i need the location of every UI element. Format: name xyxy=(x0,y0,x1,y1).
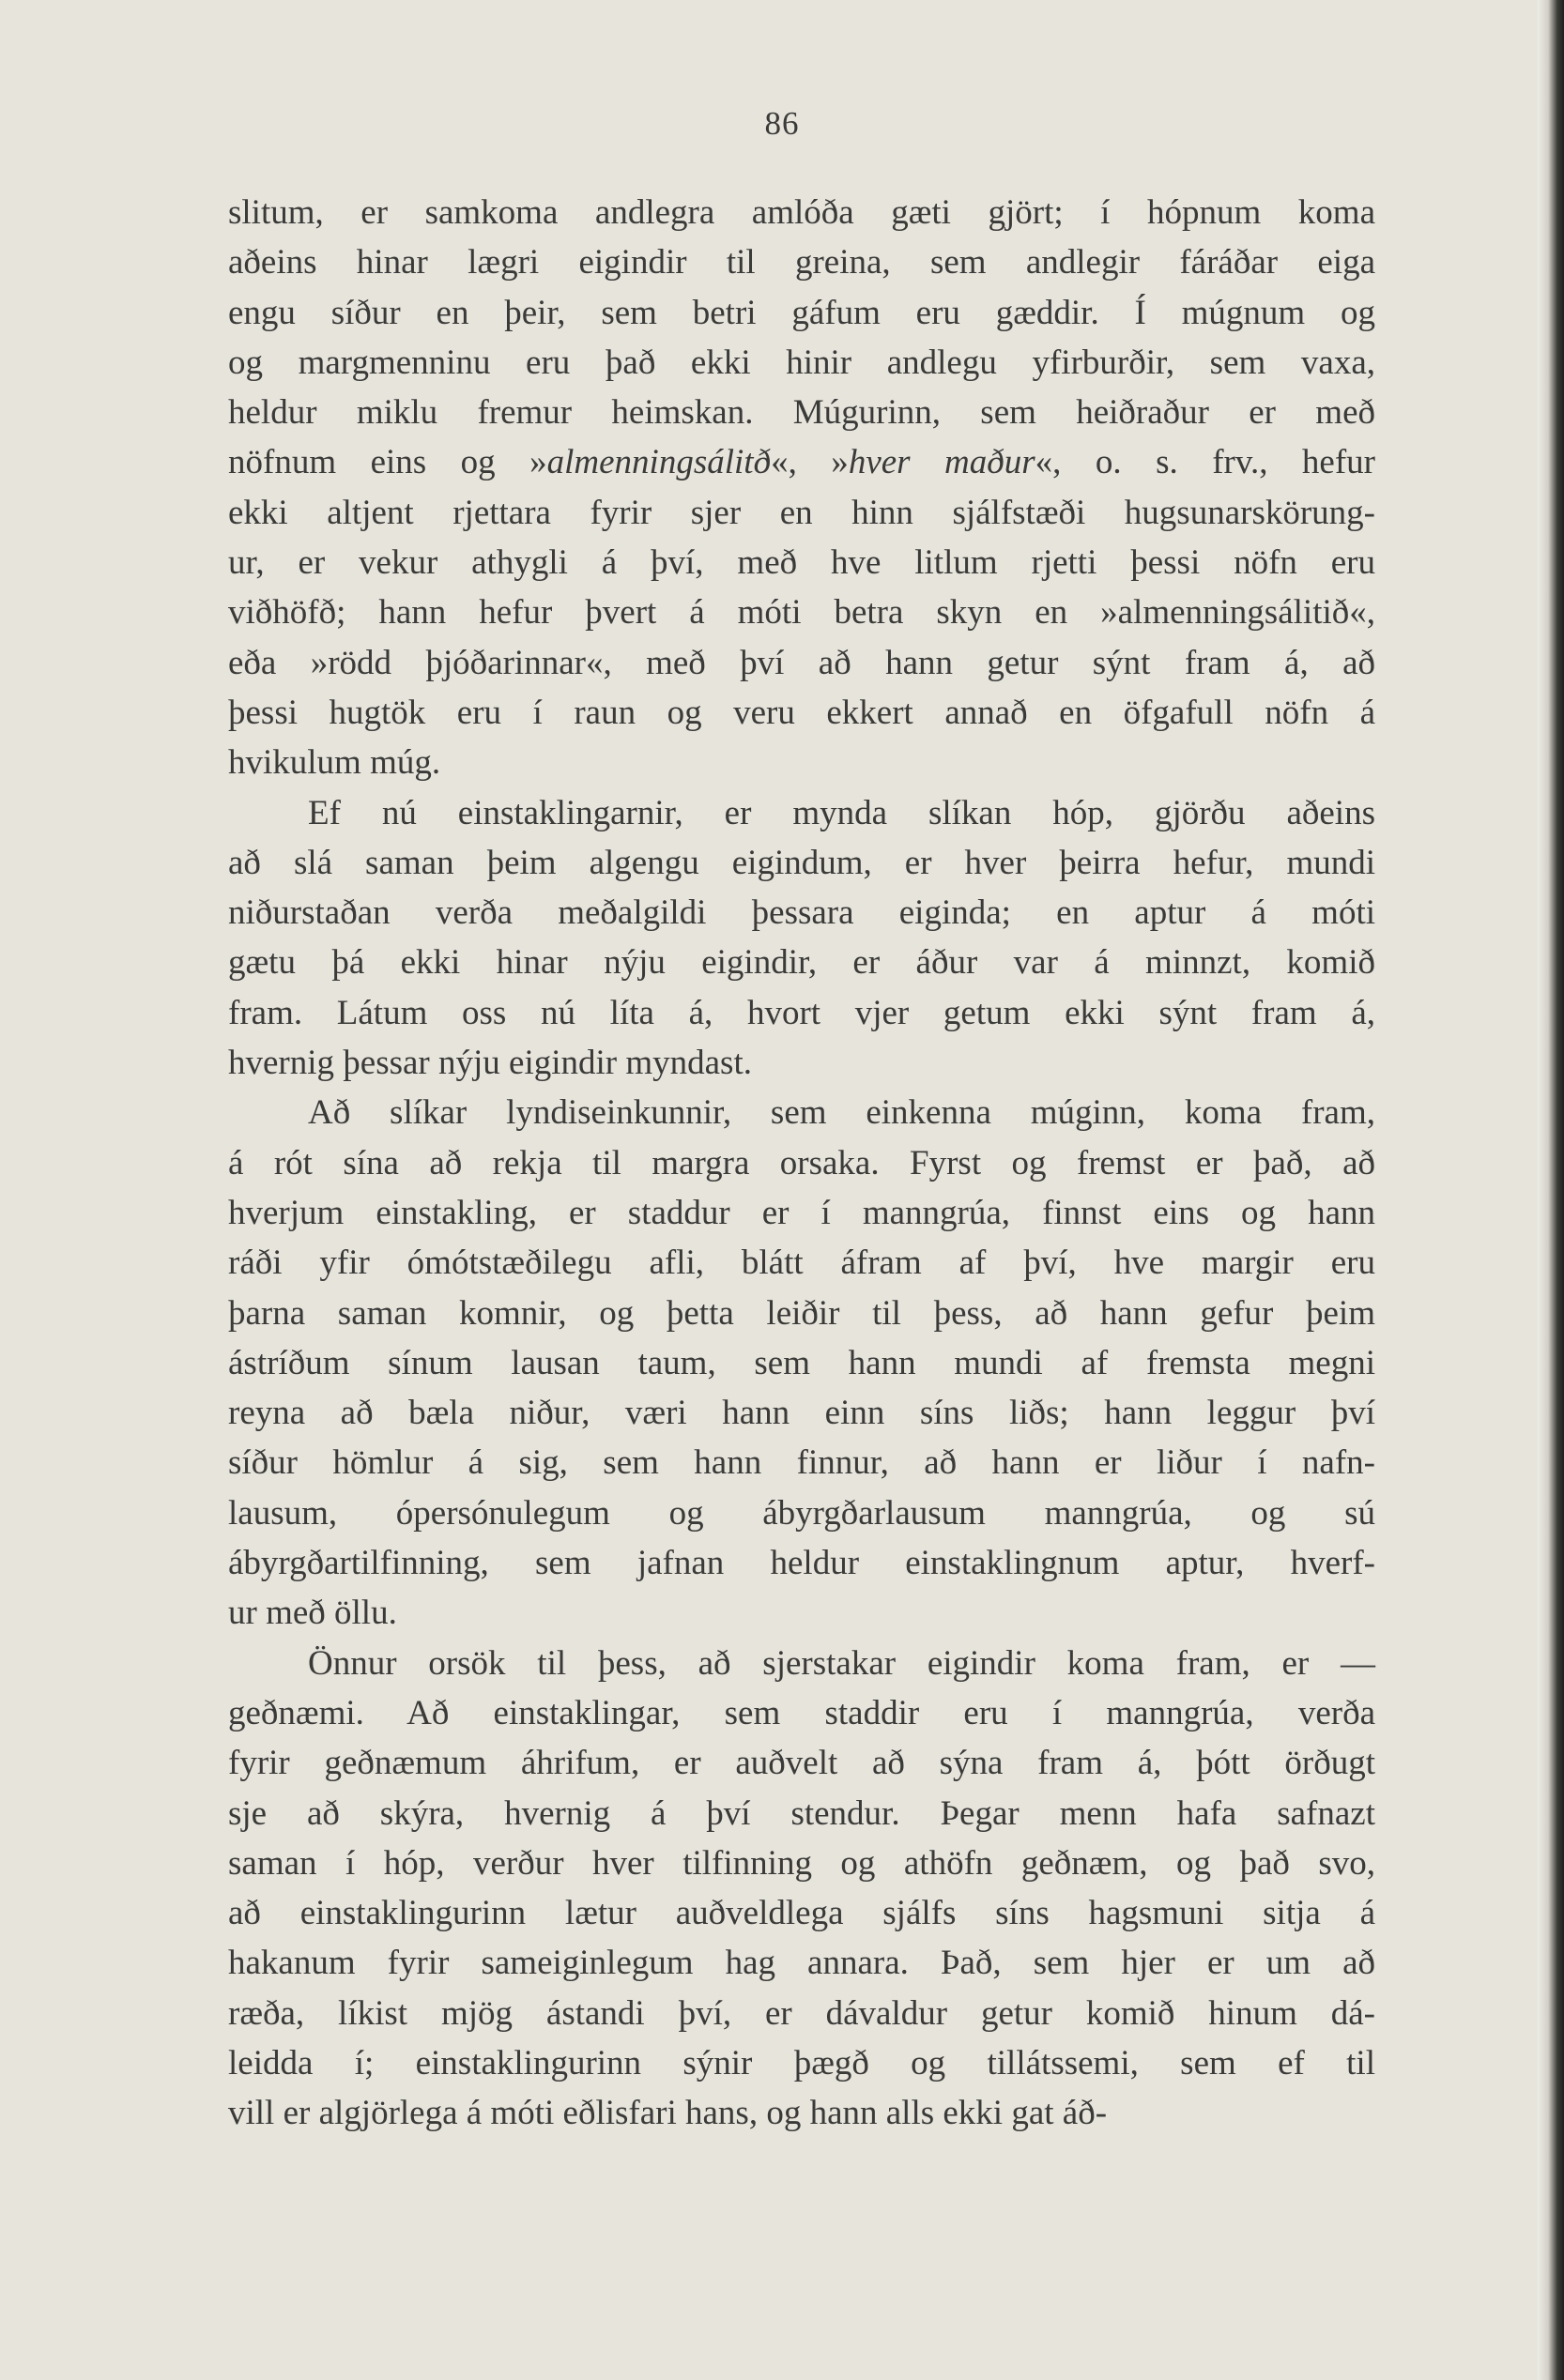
text-line: Önnur orsök til þess, að sjerstakar eigindir koma fram, er — xyxy=(308,1643,1375,1683)
text-line: hvikulum múg. xyxy=(228,743,441,783)
text-line: fram. Látum oss nú líta á, hvort vjer getum ekki sýnt fram á, xyxy=(228,993,1375,1032)
text-line: ráði yfir ómótstæðilegu afli, blátt áfram af því, hve margir eru xyxy=(228,1243,1375,1283)
text-line: hverjum einstakling, er staddur er í manngrúa, finnst eins og hann xyxy=(228,1193,1375,1232)
text-line: ekki altjent rjettara fyrir sjer en hinn sjálfstæði hugsunarskörung- xyxy=(228,493,1375,532)
text-line xyxy=(228,437,1375,487)
paragraph xyxy=(228,188,1375,788)
text-line: að slá saman þeim algengu eigindum, er hver þeirra hefur, mundi xyxy=(228,843,1375,882)
text-line: eða »rödd þjóðarinnar«, með því að hann getur sýnt fram á, að xyxy=(228,643,1375,682)
italic-term: hver maður xyxy=(848,443,1035,482)
text-line: Að slíkar lyndiseinkunnir, sem einkenna múginn, koma fram, xyxy=(308,1093,1375,1133)
text-line: engu síður en þeir, sem betri gáfum eru gæddir. Í múgnum og xyxy=(228,293,1375,332)
text-line: ur með öllu. xyxy=(228,1594,397,1633)
paragraph xyxy=(228,1088,1375,1638)
text-line: ræða, líkist mjög ástandi því, er dávaldur getur komið hinum dá- xyxy=(228,1993,1375,2033)
italic-term: almenningsálitð xyxy=(546,443,772,482)
text-line: niðurstaðan verða meðalgildi þessara eiginda; en aptur á móti xyxy=(228,893,1375,933)
text-line: gætu þá ekki hinar nýju eigindir, er áður var á minnzt, komið xyxy=(228,943,1375,983)
text-line: geðnæmi. Að einstaklingar, sem staddir eru í manngrúa, verða xyxy=(228,1693,1375,1732)
text-line: sje að skýra, hvernig á því stendur. Þegar menn hafa safnazt xyxy=(228,1793,1375,1833)
text-fragment: «, » xyxy=(771,443,849,482)
text-line: á rót sína að rekja til margra orsaka. Fyrst og fremst er það, að xyxy=(228,1143,1375,1182)
text-line: þarna saman komnir, og þetta leiðir til þess, að hann gefur þeim xyxy=(228,1293,1375,1333)
text-line: ábyrgðartilfinning, sem jafnan heldur einstaklingnum aptur, hverf- xyxy=(228,1544,1375,1583)
text-line: ástríðum sínum lausan taum, sem hann mundi af fremsta megni xyxy=(228,1343,1375,1382)
paragraph xyxy=(228,1639,1375,2139)
text-line: lausum, ópersónulegum og ábyrgðarlausum manngrúa, og sú xyxy=(228,1493,1375,1533)
text-line: saman í hóp, verður hver tilfinning og athöfn geðnæm, og það svo, xyxy=(228,1843,1375,1883)
text-line: síður hömlur á sig, sem hann finnur, að hann er liður í nafn- xyxy=(228,1443,1375,1483)
text-line: heldur miklu fremur heimskan. Múgurinn, sem heiðraður er með xyxy=(228,393,1375,433)
text-line: að einstaklingurinn lætur auðveldlega sjálfs síns hagsmuni sitja á xyxy=(228,1894,1375,1933)
binding-edge xyxy=(1538,0,1564,2380)
text-line: aðeins hinar lægri eigindir til greina, sem andlegir fáráðar eiga xyxy=(228,243,1375,282)
text-line: hvernig þessar nýju eigindir myndast. xyxy=(228,1044,752,1083)
text-line: slitum, er samkoma andlegra amlóða gæti gjört; í hópnum koma xyxy=(228,193,1375,232)
text-line: fyrir geðnæmum áhrifum, er auðvelt að sýna fram á, þótt örðugt xyxy=(228,1744,1375,1783)
text-line: hakanum fyrir sameiginlegum hag annara. Það, sem hjer er um að xyxy=(228,1944,1375,1983)
text-line: reyna að bæla niður, væri hann einn síns liðs; hann leggur því xyxy=(228,1394,1375,1433)
text-fragment: nöfnum eins og » xyxy=(228,443,547,482)
body-text xyxy=(228,188,1375,2139)
text-line: og margmenninu eru það ekki hinir andlegu yfirburðir, sem vaxa, xyxy=(228,343,1375,382)
text-line: vill er algjörlega á móti eðlisfari hans, og hann alls ekki gat áð- xyxy=(228,2094,1108,2133)
text-line: Ef nú einstaklingarnir, er mynda slíkan hóp, gjörðu aðeins xyxy=(308,793,1375,832)
page-number: 86 xyxy=(764,105,800,142)
text-line: þessi hugtök eru í raun og veru ekkert annað en öfgafull nöfn á xyxy=(228,693,1375,732)
paragraph xyxy=(228,788,1375,1089)
text-line: ur, er vekur athygli á því, með hve litlum rjetti þessi nöfn eru xyxy=(228,543,1375,583)
text-line: leidda í; einstaklingurinn sýnir þægð og tillátssemi, sem ef til xyxy=(228,2043,1375,2082)
text-line: viðhöfð; hann hefur þvert á móti betra skyn en »almenningsálitið«, xyxy=(228,593,1375,633)
text-fragment: «, o. s. frv., hefur xyxy=(1035,443,1375,482)
